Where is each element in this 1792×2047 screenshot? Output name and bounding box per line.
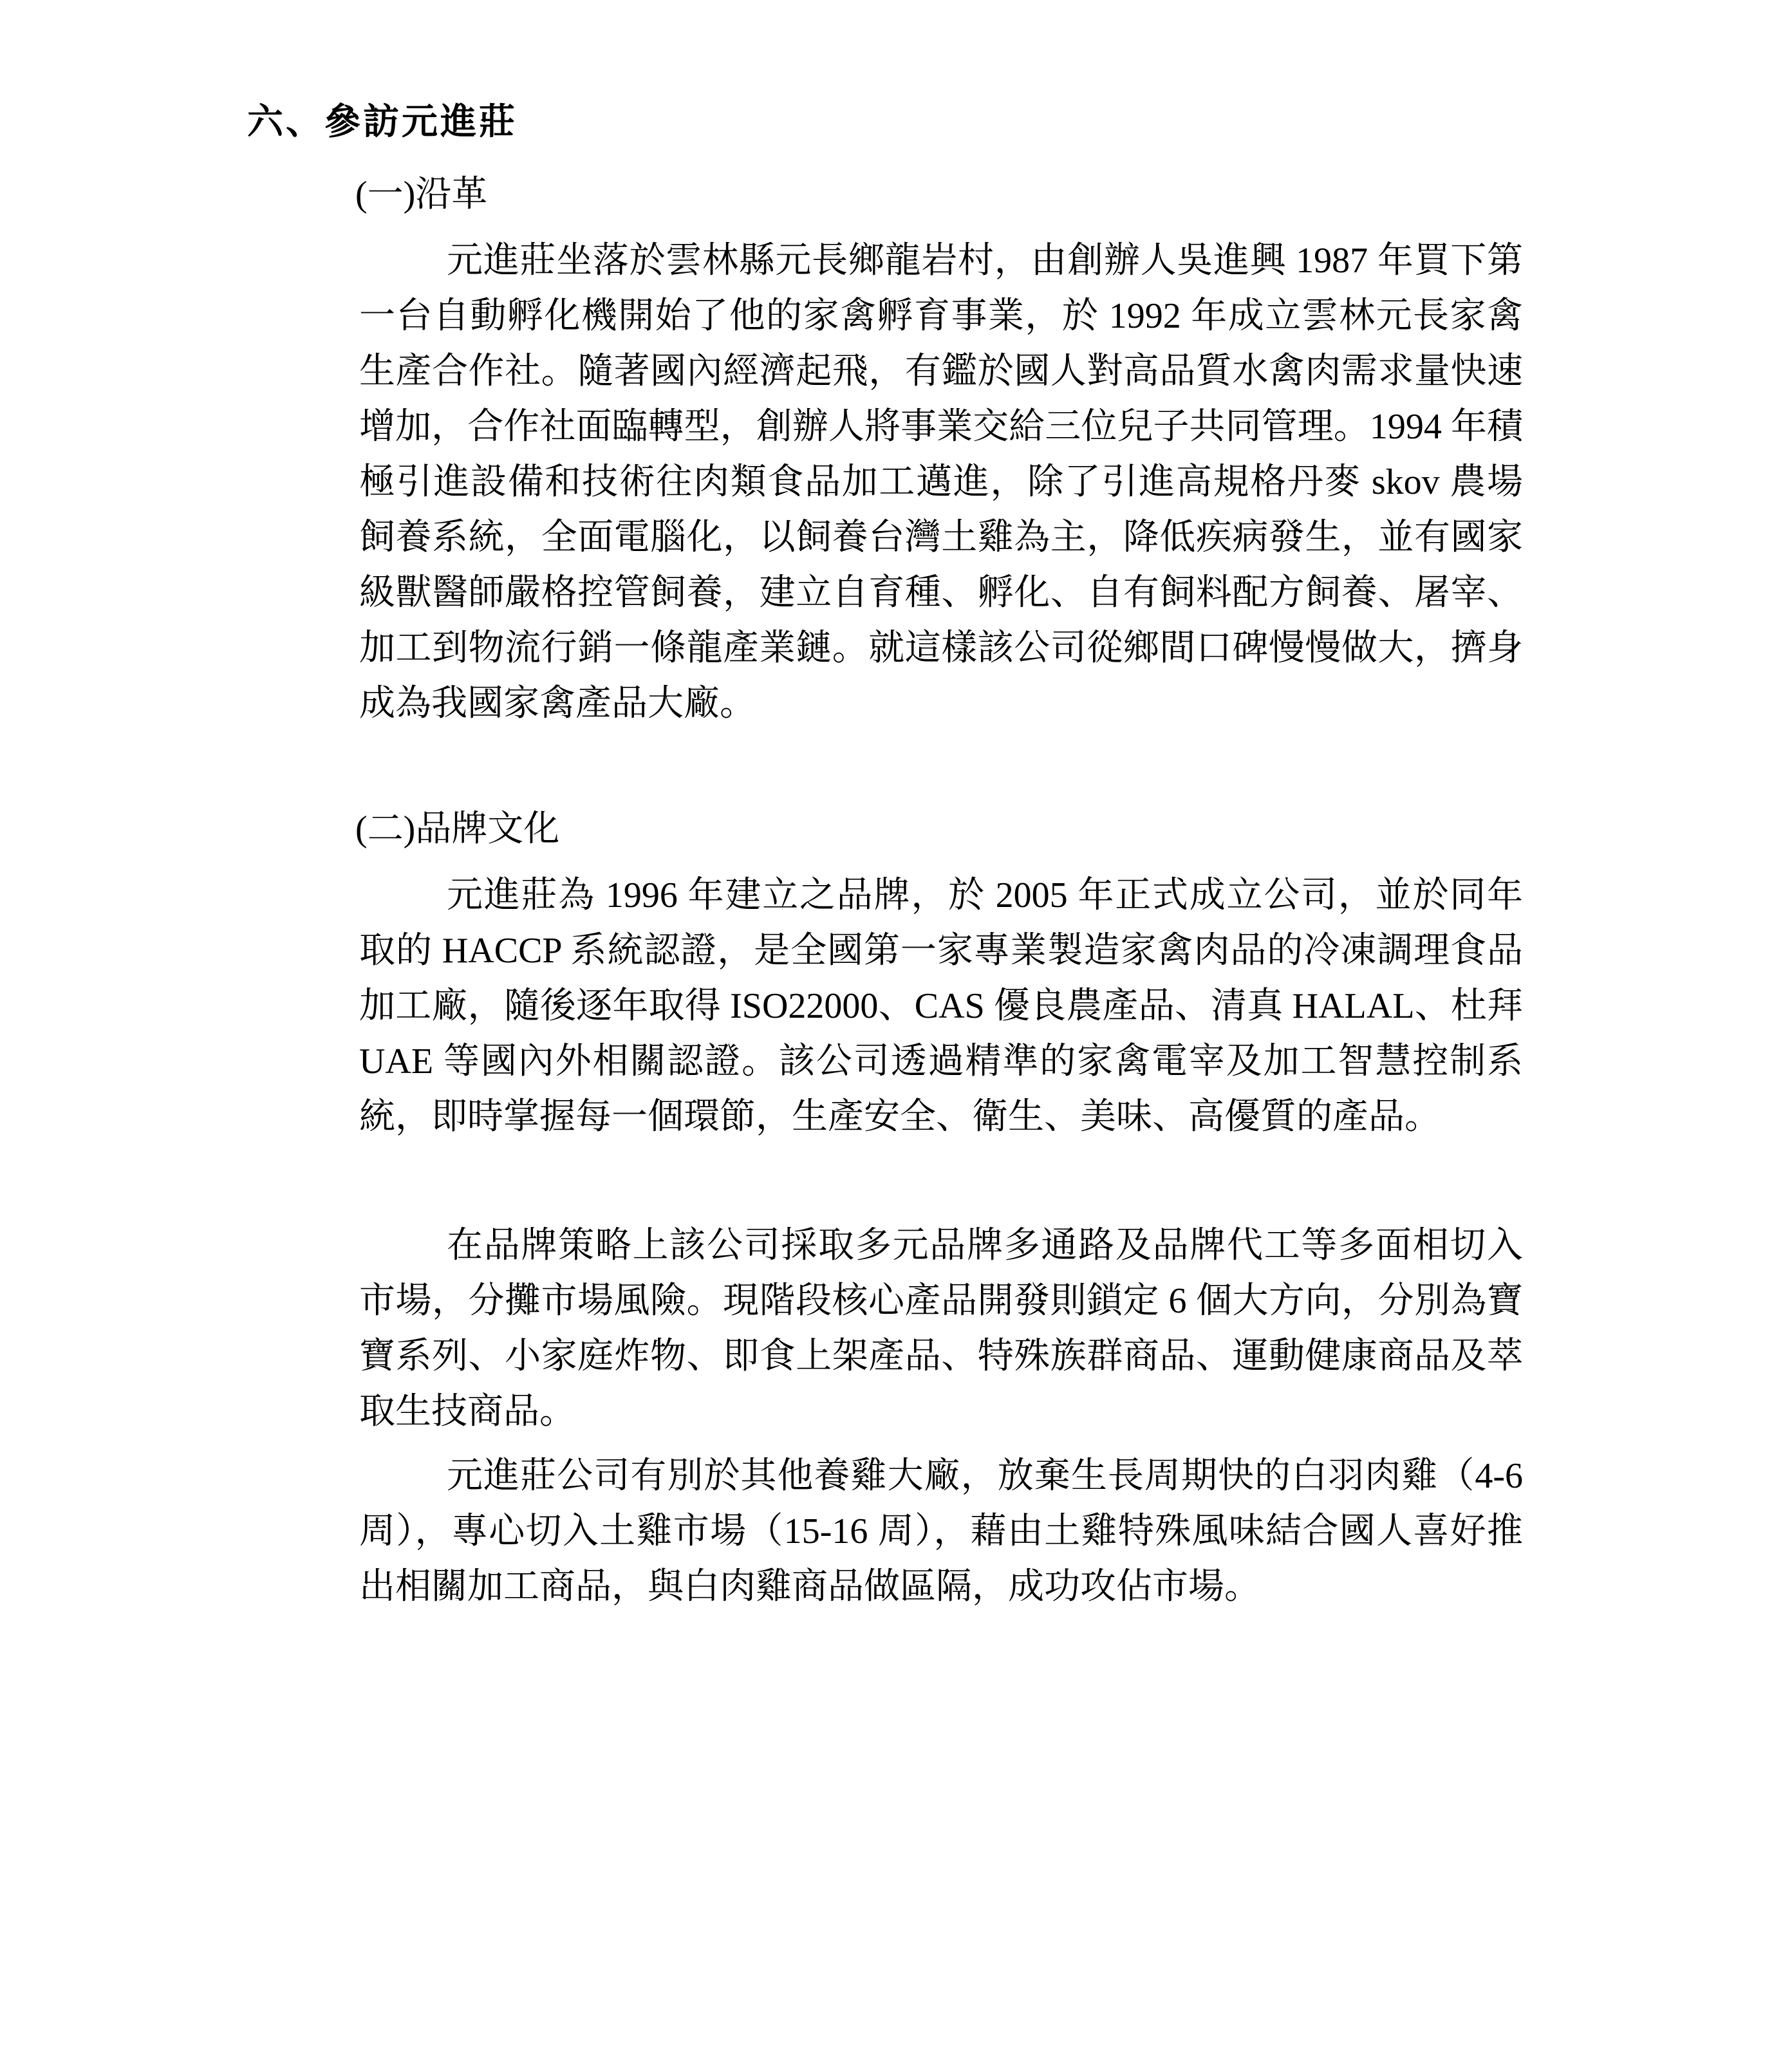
subsection-heading-history: (一)沿革: [355, 174, 488, 214]
paragraph-brand-certification: 元進莊為 1996 年建立之品牌，於 2005 年正式成立公司，並於同年取的 HACCP 系統認證，是全國第一家專業製造家禽肉品的冷凍調理食品加工廠，隨後逐年取得 ISO22000、CAS 優良農產品、清真 HALAL、杜拜 UAE 等國內外相關認證。該公司透過精準的家禽電宰及加工智慧控制系統，即時掌握每一個環節，生產安全、衛生、美味、高優質的產品。: [359, 875, 1523, 1137]
paragraph-brand-strategy: 在品牌策略上該公司採取多元品牌多通路及品牌代工等多面相切入市場，分攤市場風險。現階段核心產品開發則鎖定 6 個大方向，分別為寶寶系列、小家庭炸物、即食上架產品、特殊族群商品、運動健康商品及萃取生技商品。: [359, 1226, 1523, 1432]
section-title: 六、參訪元進莊: [247, 102, 518, 142]
paragraph-history: 元進莊坐落於雲林縣元長鄉龍岩村，由創辦人吳進興 1987 年買下第一台自動孵化機開始了他的家禽孵育事業，於 1992 年成立雲林元長家禽生產合作社。隨著國內經濟起飛，有鑑於國人對高品質水禽肉需求量快速增加，合作社面臨轉型，創辦人將事業交給三位兒子共同管理。1994 年積極引進設備和技術往肉類食品加工邁進，除了引進高規格丹麥 skov 農場飼養系統，全面電腦化，以飼養台灣土雞為主，降低疾病發生，並有國家級獸醫師嚴格控管飼養，建立自育種、孵化、自有飼料配方飼養、屠宰、加工到物流行銷一條龍產業鏈。就這樣該公司從鄉間口碑慢慢做大，擠身成為我國家禽產品大廠。: [359, 241, 1524, 724]
paragraph-market-positioning: 元進莊公司有別於其他養雞大廠，放棄生長周期快的白羽肉雞（4-6 周），專心切入土雞市場（15-16 周），藉由土雞特殊風味結合國人喜好推出相關加工商品，與白肉雞商品做區隔，成功攻佔市場。: [359, 1456, 1523, 1607]
subsection-heading-brand-culture: (二)品牌文化: [355, 809, 560, 849]
